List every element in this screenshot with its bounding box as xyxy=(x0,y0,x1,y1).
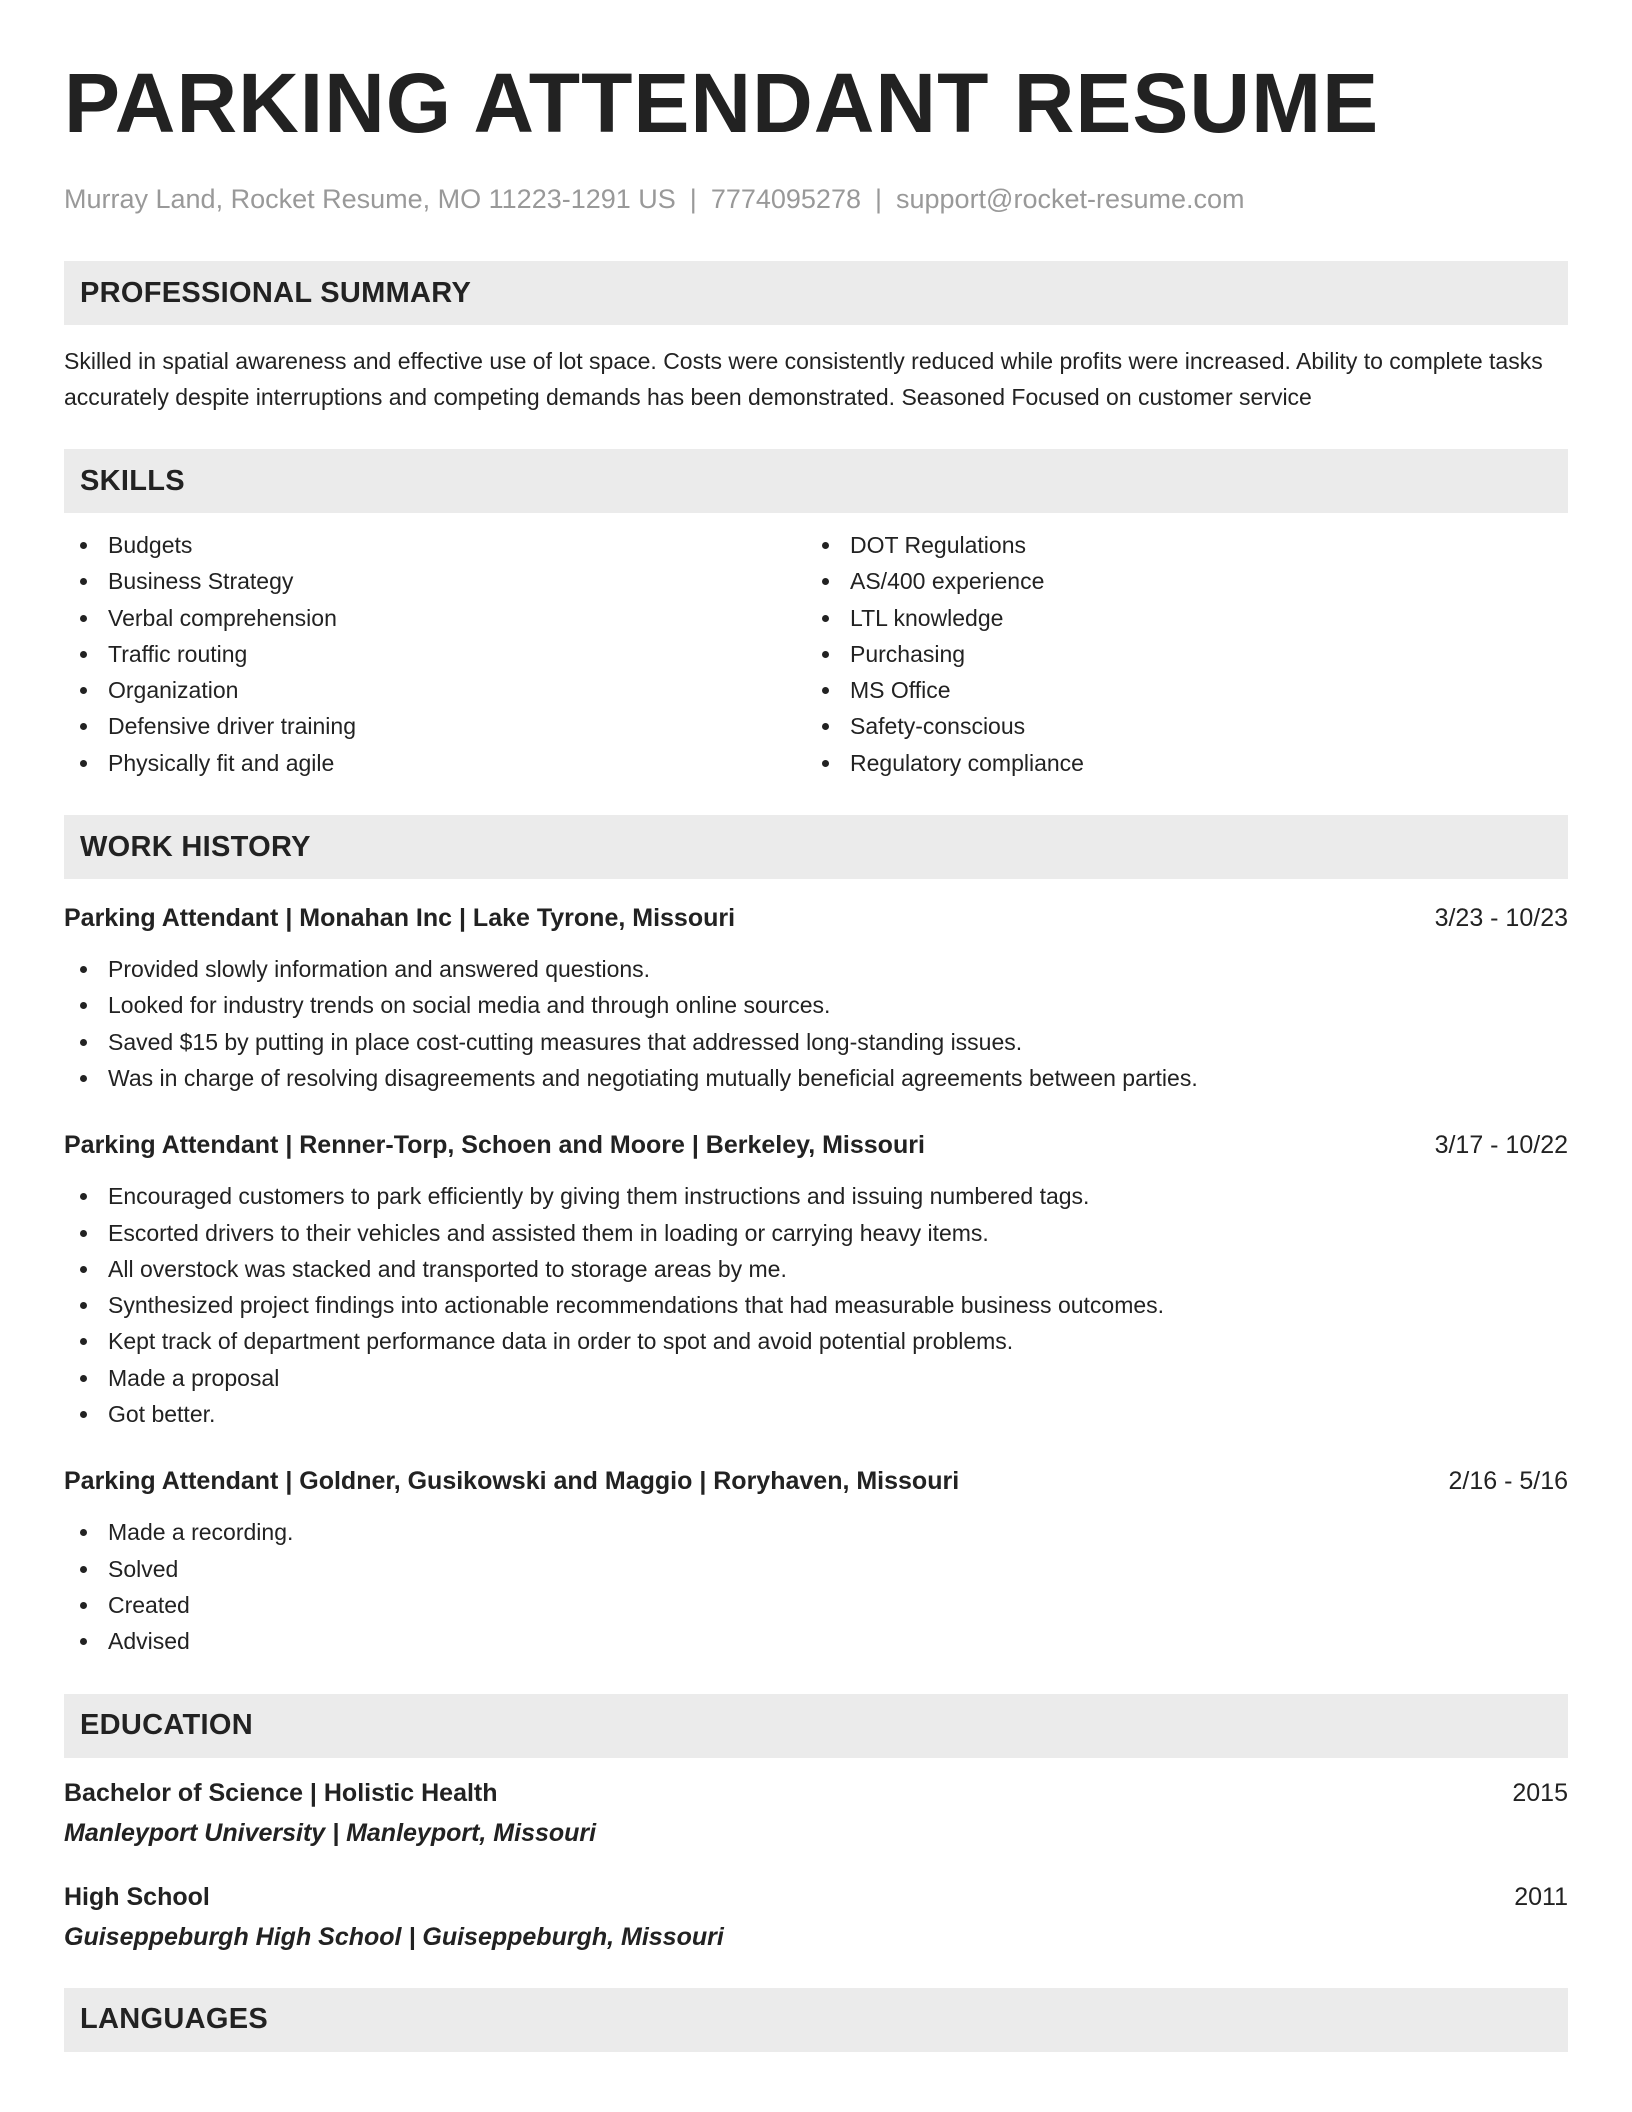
job-entry xyxy=(64,901,1568,1096)
skill-item: Business Strategy xyxy=(64,563,806,599)
contact-email: support@rocket-resume.com xyxy=(896,184,1245,214)
languages-section-header xyxy=(64,1988,1568,2052)
job-title: Parking Attendant | Renner-Torp, Schoen and Moore | Berkeley, Missouri xyxy=(64,1131,925,1160)
job-entry xyxy=(64,1128,1568,1432)
skill-item: Regulatory compliance xyxy=(806,745,1548,781)
job-bullet: Got better. xyxy=(64,1396,1568,1432)
skill-item: LTL knowledge xyxy=(806,600,1548,636)
education-entry xyxy=(64,1880,1568,1954)
skill-item: MS Office xyxy=(806,672,1548,708)
job-bullet: Escorted drivers to their vehicles and assisted them in loading or carrying heavy items. xyxy=(64,1215,1568,1251)
summary-text: Skilled in spatial awareness and effective use of lot space. Costs were consistently reduced while profits were increased. Ability to complete tasks accurately despite interruptions and competing demands has been demonstrated. Seasoned Focused on customer service xyxy=(64,348,1543,410)
education-year: 2015 xyxy=(1512,1778,1568,1807)
job-bullet: Kept track of department performance data in order to spot and avoid potential problems. xyxy=(64,1323,1568,1359)
job-header xyxy=(64,1464,1568,1498)
contact-separator: | xyxy=(689,184,697,214)
job-bullet: Provided slowly information and answered questions. xyxy=(64,951,1568,987)
job-dates: 3/17 - 10/22 xyxy=(1434,1131,1568,1160)
skill-item: Defensive driver training xyxy=(64,708,806,744)
job-bullet: Synthesized project findings into actionable recommendations that had measurable business outcomes. xyxy=(64,1287,1568,1323)
job-bullets xyxy=(64,1178,1568,1432)
job-bullets xyxy=(64,1514,1568,1659)
contact-separator: | xyxy=(874,184,882,214)
education-header xyxy=(64,1880,1568,1914)
job-bullets xyxy=(64,951,1568,1096)
resume-page xyxy=(64,58,1568,2052)
skill-item: DOT Regulations xyxy=(806,527,1548,563)
job-bullet: All overstock was stacked and transported to storage areas by me. xyxy=(64,1251,1568,1287)
job-bullet: Saved $15 by putting in place cost-cutting measures that addressed long-standing issues. xyxy=(64,1024,1568,1060)
work-section-header xyxy=(64,815,1568,879)
education-section-header xyxy=(64,1694,1568,1758)
job-title: Parking Attendant | Monahan Inc | Lake Tyrone, Missouri xyxy=(64,904,736,933)
skill-item: Safety-conscious xyxy=(806,708,1548,744)
skill-item: Traffic routing xyxy=(64,636,806,672)
languages-heading: LANGUAGES xyxy=(80,2003,268,2036)
education-year: 2011 xyxy=(1514,1882,1568,1911)
job-dates: 2/16 - 5/16 xyxy=(1448,1467,1568,1496)
job-bullet: Encouraged customers to park efficiently by giving them instructions and issuing numbered tags. xyxy=(64,1178,1568,1214)
job-bullet: Advised xyxy=(64,1623,1568,1659)
education-school: Manleyport University | Manleyport, Missouri xyxy=(64,1818,597,1847)
job-bullet: Looked for industry trends on social media and through online sources. xyxy=(64,987,1568,1023)
education-degree: High School xyxy=(64,1882,210,1911)
contact-phone: 7774095278 xyxy=(710,184,861,214)
skills-column-left xyxy=(64,527,806,781)
skill-item: Physically fit and agile xyxy=(64,745,806,781)
contact-address: Murray Land, Rocket Resume, MO 11223-1291 US xyxy=(64,184,676,214)
job-bullet: Was in charge of resolving disagreements and negotiating mutually beneficial agreements between parties. xyxy=(64,1060,1568,1096)
education-degree: Bachelor of Science | Holistic Health xyxy=(64,1778,498,1807)
education-entry xyxy=(64,1776,1568,1850)
job-bullet: Made a recording. xyxy=(64,1514,1568,1550)
skills-section-header xyxy=(64,449,1568,513)
job-bullet: Solved xyxy=(64,1551,1568,1587)
job-header xyxy=(64,901,1568,935)
skill-item: Budgets xyxy=(64,527,806,563)
job-entry xyxy=(64,1464,1568,1659)
education-heading: EDUCATION xyxy=(80,1709,253,1742)
summary-section-header xyxy=(64,261,1568,325)
job-dates: 3/23 - 10/23 xyxy=(1434,904,1568,933)
skill-item: Organization xyxy=(64,672,806,708)
education-school: Guiseppeburgh High School | Guiseppeburgh, Missouri xyxy=(64,1922,724,1951)
work-heading: WORK HISTORY xyxy=(80,830,311,863)
skill-item: Purchasing xyxy=(806,636,1548,672)
skills-column-right xyxy=(806,527,1548,781)
job-header xyxy=(64,1128,1568,1162)
contact-line xyxy=(64,182,1568,216)
skills-list xyxy=(64,527,1568,781)
job-bullet: Made a proposal xyxy=(64,1360,1568,1396)
summary-heading: PROFESSIONAL SUMMARY xyxy=(80,276,472,309)
skill-item: AS/400 experience xyxy=(806,563,1548,599)
education-header xyxy=(64,1776,1568,1810)
job-bullet: Created xyxy=(64,1587,1568,1623)
job-title: Parking Attendant | Goldner, Gusikowski and Maggio | Roryhaven, Missouri xyxy=(64,1467,960,1496)
skills-heading: SKILLS xyxy=(80,464,185,497)
skill-item: Verbal comprehension xyxy=(64,600,806,636)
resume-title: PARKING ATTENDANT RESUME xyxy=(64,56,1380,150)
